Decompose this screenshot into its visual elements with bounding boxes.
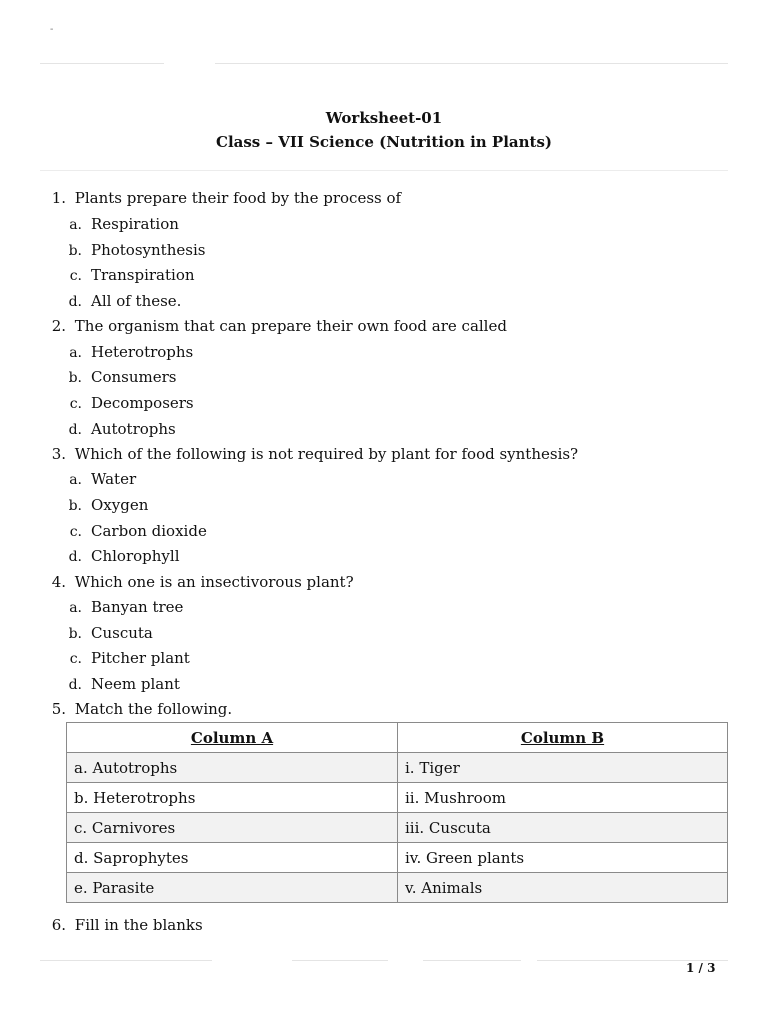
column-a-header: Column A [67,723,398,753]
option-letter: c. [69,396,82,412]
option-letter: c. [69,651,82,667]
option-text: Cuscuta [91,624,153,642]
question-text: Match the following. [74,700,233,718]
header-mark: - [50,24,54,35]
table-cell: v. Animals [398,873,728,903]
option [60,393,194,414]
option-text: Neem plant [91,675,180,693]
option-text: Carbon dioxide [91,522,207,540]
table-cell: c. Carnivores [67,813,398,843]
question-number: 1. [51,189,66,207]
column-b-header: Column B [398,723,728,753]
option [60,597,183,618]
question-3 [38,444,578,464]
option-letter: d. [68,422,82,438]
option [60,291,181,312]
table-row [67,753,728,783]
option-text: Water [91,470,137,488]
question-number: 4. [51,573,66,591]
table-header-row [67,723,728,753]
option [60,214,179,235]
option-letter: d. [68,677,82,693]
option-letter: d. [68,294,82,310]
option-text: Decomposers [91,394,194,412]
question-text: The organism that can prepare their own food are called [74,317,507,335]
option-text: Pitcher plant [91,649,190,667]
option-letter: b. [68,626,82,642]
option [60,469,136,490]
page-indicator: 1 / 3 [686,961,716,975]
option [60,367,177,388]
table-cell: ii. Mushroom [398,783,728,813]
table-cell: a. Autotrophs [67,753,398,783]
worksheet-subtitle: Class – VII Science (Nutrition in Plants) [216,133,552,151]
table-row [67,873,728,903]
option-letter: d. [68,549,82,565]
option [60,265,195,286]
option [60,342,193,363]
header-rule-right [215,63,728,64]
option-letter: b. [68,370,82,386]
option [60,546,180,567]
table-cell: b. Heterotrophs [67,783,398,813]
option-letter: c. [69,268,82,284]
option [60,623,153,644]
option-letter: a. [69,217,82,233]
question-number: 2. [51,317,66,335]
option [60,674,180,695]
table-cell: iv. Green plants [398,843,728,873]
option-text: Transpiration [91,266,195,284]
option [60,521,207,542]
footer-rule [40,960,212,961]
title-divider [40,170,728,171]
option-text: Heterotrophs [91,343,194,361]
option-text: Respiration [91,215,179,233]
question-text: Plants prepare their food by the process of [74,189,402,207]
option-letter: b. [68,243,82,259]
question-5 [38,699,232,719]
option-letter: a. [69,345,82,361]
option-letter: a. [69,472,82,488]
option-letter: b. [68,498,82,514]
table-row [67,813,728,843]
option-text: Oxygen [91,496,149,514]
footer-rule [423,960,521,961]
option [60,240,205,261]
header-rule-left [40,63,164,64]
match-table [66,722,728,903]
question-number: 6. [51,916,66,934]
option-text: Banyan tree [91,598,184,616]
option [60,419,176,440]
question-4 [38,572,354,592]
option [60,648,190,669]
table-cell: i. Tiger [398,753,728,783]
question-text: Fill in the blanks [74,916,203,934]
option-text: Chlorophyll [91,547,180,565]
option-text: All of these. [91,292,182,310]
option-letter: c. [69,524,82,540]
table-cell: iii. Cuscuta [398,813,728,843]
question-text: Which of the following is not required by plant for food synthesis? [74,445,579,463]
question-number: 5. [51,700,66,718]
table-cell: d. Saprophytes [67,843,398,873]
question-6 [38,915,203,935]
question-1 [38,188,401,208]
table-row [67,843,728,873]
table-row [67,783,728,813]
footer-rule [292,960,388,961]
option-text: Consumers [91,368,177,386]
question-number: 3. [51,445,66,463]
option-letter: a. [69,600,82,616]
option-text: Autotrophs [91,420,176,438]
option-text: Photosynthesis [91,241,206,259]
table-cell: e. Parasite [67,873,398,903]
question-text: Which one is an insectivorous plant? [74,573,354,591]
option [60,495,148,516]
worksheet-title: Worksheet-01 [325,109,443,127]
question-2 [38,316,507,336]
